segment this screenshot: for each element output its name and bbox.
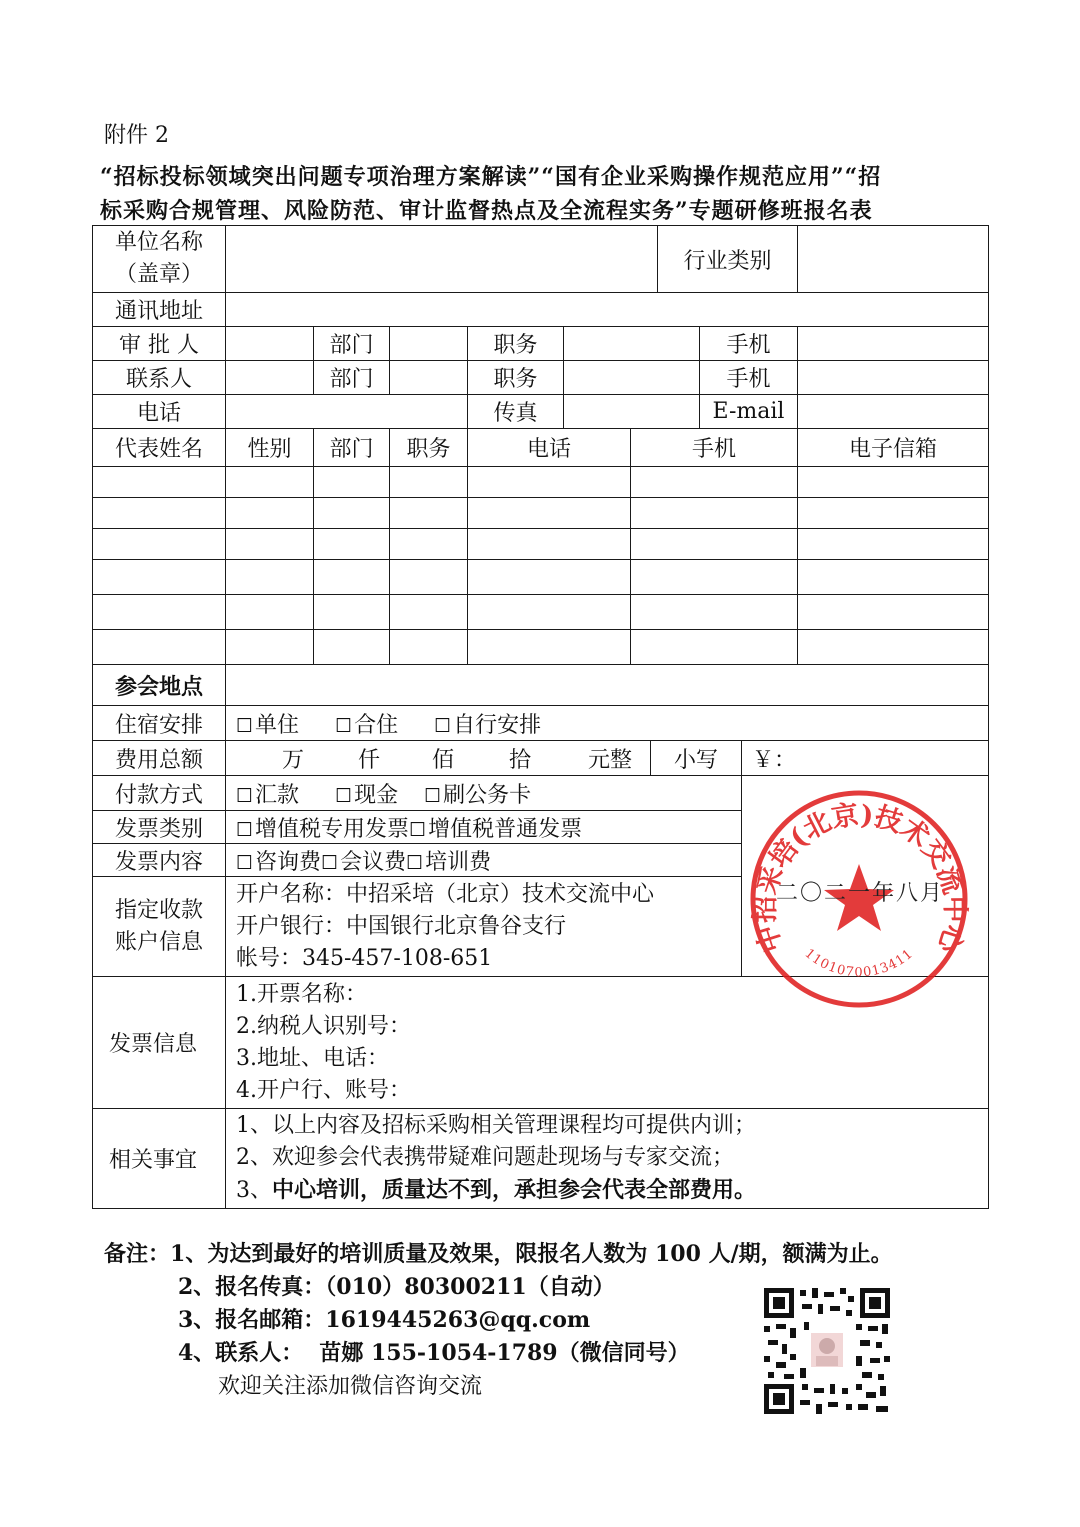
unit-name-text: 单位名称 [114,230,203,255]
payment-options [236,776,736,810]
address-phone-field[interactable]: 3.地址、电话： [236,1045,389,1071]
contact-position-field[interactable] [564,361,699,394]
form-title [100,160,990,228]
notes-item-4-value: 苗娜 155-1054-1789（微信同号） [319,1340,690,1366]
invoice-content-options [236,844,736,876]
notes-item-5: 欢迎关注添加微信咨询交流 [218,1374,483,1399]
lodging-self-checkbox[interactable]: ☐ 自行安排 [434,708,541,739]
qr-avatar-body [816,1356,838,1366]
matters-text [236,1109,981,1208]
rule [741,740,742,977]
approver-position-field[interactable] [564,327,699,360]
account-name-text: 开户名称：中招采培（北京）技术交流中心 [236,881,655,907]
rep-row[interactable] [93,498,988,528]
approver-dept-label: 部门 [329,333,374,358]
notes-lead: 备注： [104,1241,171,1267]
taxpayer-id-field[interactable]: 2.纳税人识别号： [236,1013,411,1039]
fee-amount-field[interactable]: ￥： [752,747,797,773]
rule [988,225,989,1209]
approver-mobile-field[interactable] [798,327,988,360]
venue-label: 参会地点 [114,673,203,700]
rule [92,1208,989,1209]
qr-avatar-face [819,1338,835,1354]
payment-card-checkbox[interactable]: ☐ 刷公务卡 [424,778,531,809]
invoice-consulting-checkbox[interactable]: ☐ 咨询费 [236,845,321,876]
contact-mobile-label: 手机 [726,367,771,392]
title-line-2: 标采购合规管理、风险防范、审计监督热点及全流程实务”专题研修班报名表 [100,198,873,224]
contact-position-label: 职务 [493,367,538,392]
matters-line-3-prefix: 3、 [236,1178,272,1203]
rep-row[interactable] [93,630,988,664]
unit-name-label [93,226,225,292]
rep-header-mobile: 手机 [691,437,736,462]
notes-item-4-label: 4、联系人： [178,1340,304,1366]
matters-line-3-bold: 中心培训，质量达不到，承担参会代表全部费用。 [272,1177,757,1203]
phone-label: 电话 [136,401,181,426]
fax-label: 传真 [493,401,538,426]
approver-field[interactable] [226,327,313,360]
account-bank-text: 开户银行：中国银行北京鲁谷支行 [236,913,567,939]
invoice-name-field[interactable]: 1.开票名称： [236,981,367,1007]
contact-field[interactable] [226,361,313,394]
rep-header-name: 代表姓名 [114,437,203,462]
rep-header-gender: 性别 [247,437,292,462]
address-label: 通讯地址 [114,299,203,324]
contact-mobile-field[interactable] [798,361,988,394]
email-label: E-mail [712,399,785,424]
approver-mobile-label: 手机 [726,333,771,358]
rep-row[interactable] [93,595,988,629]
rep-row[interactable] [93,467,988,497]
rep-header-dept: 部门 [329,437,374,462]
unit-seal-text: （盖章） [114,262,203,287]
matters-line-1: 1、以上内容及招标采购相关管理课程均可提供内训； [236,1113,756,1138]
fee-unit-bai: 佰 [431,747,454,773]
rep-header-email: 电子信箱 [848,437,937,462]
fax-field[interactable] [564,395,699,428]
lodging-options [236,706,976,740]
account-label-line-1: 指定收款 [114,897,203,923]
account-number-text: 帐号：345-457-108-651 [236,945,493,971]
approver-position-label: 职务 [493,333,538,358]
fee-unit-wan: 万 [281,747,304,773]
unit-name-field[interactable] [226,226,657,292]
contact-label: 联系人 [125,367,192,392]
invoice-type-options [236,811,736,843]
industry-field[interactable] [798,226,988,292]
title-line-1: “招标投标领域突出问题专项治理方案解读”“国有企业采购操作规范应用”“招 [100,164,882,190]
fee-unit-yuan: 元整 [587,747,632,773]
matters-label: 相关事宜 [108,1148,197,1173]
phone-field[interactable] [226,395,467,428]
attachment-label: 附件 2 [104,123,169,148]
industry-label: 行业类别 [683,248,772,274]
fee-total-label: 费用总额 [114,747,203,773]
account-details [236,877,736,976]
lodging-label: 住宿安排 [114,712,203,738]
account-label-line-2: 账户信息 [114,929,203,955]
contact-dept-label: 部门 [329,367,374,392]
rep-row[interactable] [93,560,988,594]
invoice-normal-checkbox[interactable]: ☐ 增值税普通发票 [409,812,582,843]
matters-line-2: 2、欢迎参会代表携带疑难问题赴现场与专家交流； [236,1145,734,1170]
invoice-meeting-checkbox[interactable]: ☐ 会议费 [321,845,406,876]
fee-small-label: 小写 [673,747,718,773]
qr-code-icon[interactable] [760,1284,894,1418]
seal-code-textpath: 1101070013411 [801,946,917,981]
lodging-shared-checkbox[interactable]: ☐ 合住 [335,708,398,739]
invoice-type-label: 发票类别 [114,816,203,842]
approver-dept-field[interactable] [390,327,467,360]
seal-code [802,946,917,980]
lodging-single-checkbox[interactable]: ☐ 单住 [236,708,299,739]
invoice-special-checkbox[interactable]: ☐ 增值税专用发票 [236,812,409,843]
email-field[interactable] [798,395,988,428]
bank-account-field[interactable]: 4.开户行、账号： [236,1077,411,1103]
approver-label: 审 批 人 [119,333,199,358]
rep-header-position: 职务 [406,437,451,462]
contact-dept-field[interactable] [390,361,467,394]
fee-unit-shi: 拾 [508,747,531,773]
fee-unit-qian: 仟 [357,747,380,773]
venue-field[interactable] [226,665,988,705]
notes-item-2: 2、报名传真：（010）80300211（自动） [178,1274,615,1300]
account-label [93,877,225,976]
notes-item-3: 3、报名邮箱：1619445263@qq.com [178,1307,591,1333]
invoice-training-checkbox[interactable]: ☐ 培训费 [406,845,491,876]
payment-transfer-checkbox[interactable]: ☐ 汇款 [236,778,299,809]
seal-ring-textpath: 中招采培(北京)技术交流中心 [749,799,971,957]
payment-label: 付款方式 [114,782,203,808]
invoice-info-label: 发票信息 [108,1032,197,1057]
payment-cash-checkbox[interactable]: ☐ 现金 [335,778,398,809]
notes-item-1: 1、为达到最好的培训质量及效果，限报名人数为 100 人/期，额满为止。 [170,1241,893,1267]
rep-row[interactable] [93,529,988,559]
matters-line-3 [236,1174,756,1207]
notes-line-1 [104,1238,893,1271]
invoice-content-label: 发票内容 [114,849,203,875]
address-field[interactable] [226,293,988,326]
rep-header-phone: 电话 [526,437,571,462]
seal-date: 二〇二一年八月 [776,881,945,906]
